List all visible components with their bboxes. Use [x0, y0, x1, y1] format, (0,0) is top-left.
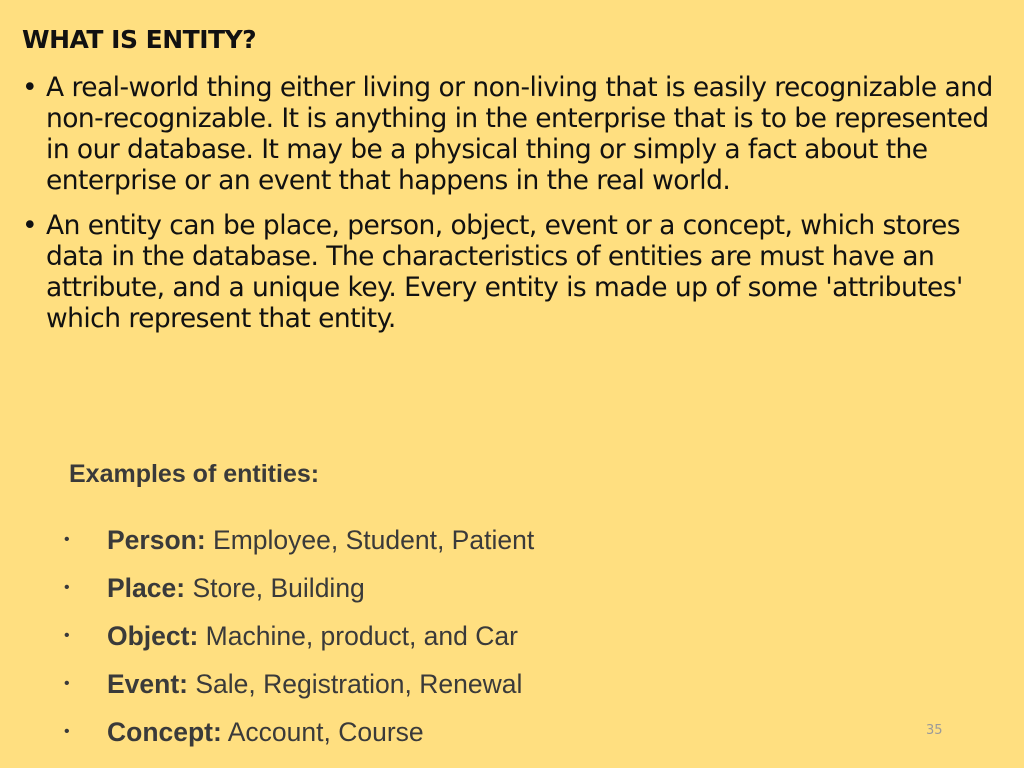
example-text: [107, 570, 365, 606]
example-values: Sale, Registration, Renewal: [188, 669, 523, 699]
bullet-dot: •: [64, 531, 70, 548]
example-text: [107, 714, 424, 750]
example-values: Account, Course: [221, 717, 424, 747]
definition-bullet-item: [20, 210, 1000, 334]
definition-bullet-list: [20, 72, 1000, 348]
example-term: Person:: [107, 525, 206, 555]
examples-heading: Examples of entities:: [69, 460, 320, 488]
definition-bullet-text: A real-world thing either living or non-living that is easily recognizable and non-recognizable. It is anything in the enterprise that is to be represented in our database. It may be a physical thing or simply a fact about the enterprise or an event that happens in the real world.: [46, 72, 993, 196]
example-text: [107, 618, 518, 654]
page-number: 35: [926, 723, 943, 738]
definition-bullet-item: [20, 72, 1000, 196]
example-values: Store, Building: [185, 573, 365, 603]
bullet-dot: •: [22, 72, 38, 103]
example-values: Employee, Student, Patient: [205, 525, 535, 555]
bullet-dot: •: [64, 627, 70, 644]
definition-bullet-text: An entity can be place, person, object, event or a concept, which stores data in the database. The characteristics of entities are must have an attribute, and a unique key. Every entity is made up of some 'attributes' which represent that entity.: [46, 210, 963, 334]
example-term: Event:: [107, 669, 188, 699]
example-text: [107, 666, 522, 702]
example-values: Machine, product, and Car: [198, 621, 518, 651]
bullet-dot: •: [22, 210, 38, 241]
bullet-dot: •: [64, 723, 70, 740]
example-text: [107, 522, 534, 558]
example-term: Concept:: [107, 717, 222, 747]
bullet-dot: •: [64, 579, 70, 596]
example-term: Object:: [107, 621, 199, 651]
slide-title: WHAT IS ENTITY?: [22, 25, 257, 54]
bullet-dot: •: [64, 675, 70, 692]
example-term: Place:: [107, 573, 186, 603]
